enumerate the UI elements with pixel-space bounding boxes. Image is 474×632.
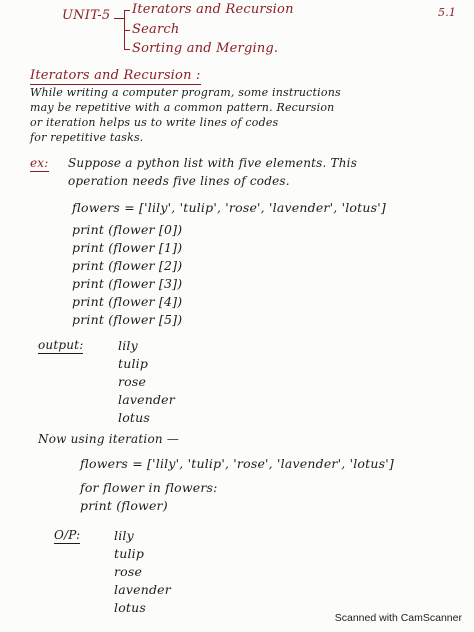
page-number: 5.1: [438, 6, 457, 19]
output-label: O/P:: [54, 528, 81, 542]
code-line: flowers = ['lily', 'tulip', 'rose', 'lavender', 'lotus']: [72, 200, 386, 215]
iteration-heading: Now using iteration —: [38, 432, 180, 446]
output-label: output:: [38, 338, 84, 352]
intro-line: or iteration helps us to write lines of codes: [30, 116, 279, 129]
code-line: print (flower [1]): [72, 240, 183, 255]
output-item: lavender: [114, 582, 171, 597]
output-item: rose: [114, 564, 143, 579]
code-line: print (flower [3]): [72, 276, 183, 291]
brace-connector: [114, 18, 124, 19]
unit-label: UNIT-5: [62, 8, 111, 23]
intro-line: may be repetitive with a common pattern. Recursion: [30, 101, 335, 114]
code-line: print (flower [0]): [72, 222, 183, 237]
example-line: operation needs five lines of codes.: [68, 174, 290, 188]
code-line: print (flower [2]): [72, 258, 183, 273]
brace-tick-2: [124, 30, 130, 31]
brace-tick-1: [124, 10, 130, 11]
code-line: print (flower [4]): [72, 294, 183, 309]
output-item: lotus: [118, 410, 151, 425]
code-line: print (flower [5]): [72, 312, 183, 327]
example-label: ex:: [30, 156, 49, 170]
topic-item: Iterators and Recursion: [132, 2, 294, 17]
output-item: lily: [114, 528, 134, 543]
example-line: Suppose a python list with five elements. This: [68, 156, 358, 170]
output-item: lavender: [118, 392, 175, 407]
brace-tick-3: [124, 49, 130, 50]
output-item: tulip: [118, 356, 149, 371]
code-line: for flower in flowers:: [80, 480, 218, 495]
intro-line: for repetitive tasks.: [30, 131, 144, 144]
output-item: lily: [118, 338, 138, 353]
topic-item: Sorting and Merging.: [132, 41, 279, 56]
intro-line: While writing a computer program, some instructions: [30, 86, 341, 99]
code-line: flowers = ['lily', 'tulip', 'rose', 'lavender', 'lotus']: [80, 456, 394, 471]
scanner-watermark: Scanned with CamScanner: [334, 612, 462, 624]
section-title: Iterators and Recursion :: [30, 68, 201, 83]
output-item: rose: [118, 374, 147, 389]
output-item: lotus: [114, 600, 147, 615]
output-item: tulip: [114, 546, 145, 561]
code-line: print (flower): [80, 498, 168, 513]
topic-item: Search: [132, 22, 180, 37]
